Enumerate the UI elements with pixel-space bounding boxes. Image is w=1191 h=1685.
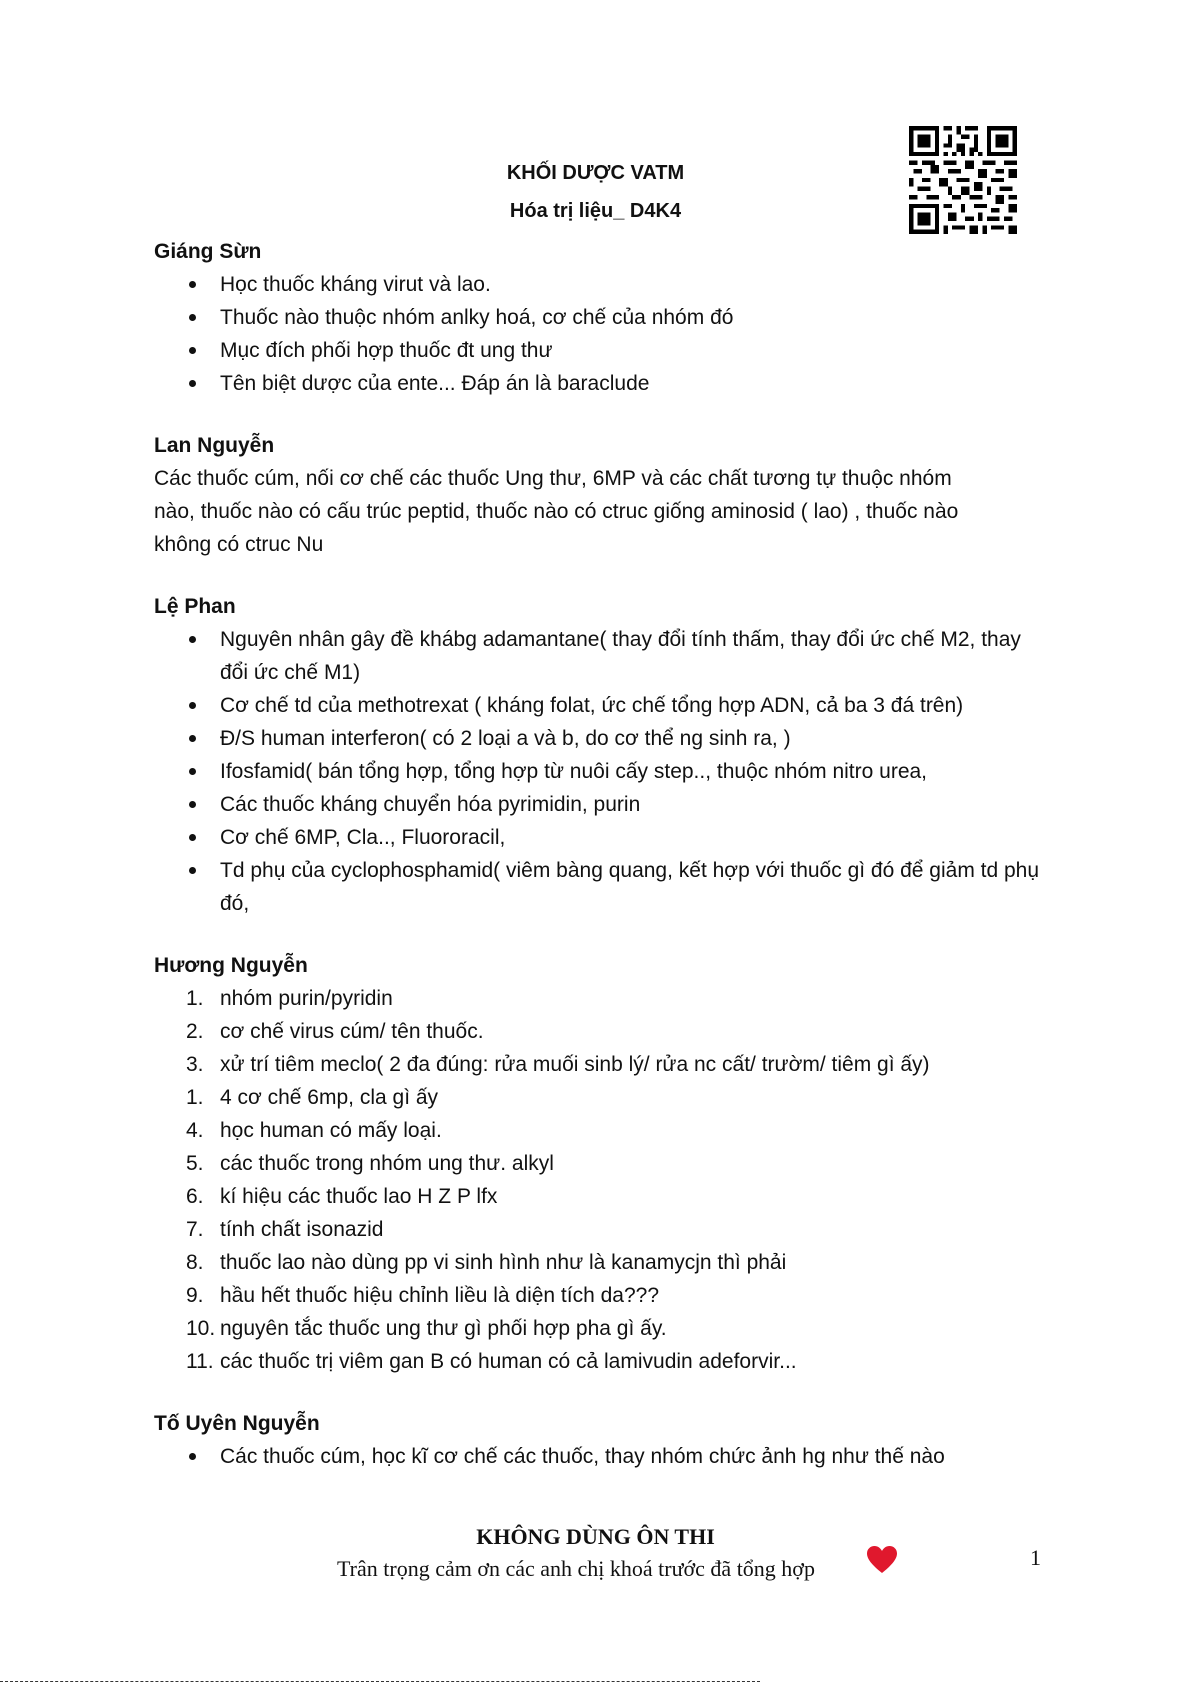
list-item bbox=[154, 982, 1054, 1015]
list-number: 10. bbox=[186, 1317, 216, 1340]
section-huong-nguyen bbox=[154, 949, 1054, 1378]
list-number: 4. bbox=[186, 1119, 204, 1142]
list-item: Các thuốc cúm, học kĩ cơ chế các thuốc, thay nhóm chức ảnh hg như thế nào bbox=[154, 1440, 1054, 1473]
footer-title: KHÔNG DÙNG ÔN THI bbox=[476, 1524, 715, 1549]
list-item: Học thuốc kháng virut và lao. bbox=[154, 268, 1054, 301]
list-text: tính chất isonazid bbox=[220, 1218, 384, 1241]
section-lan-nguyen bbox=[154, 429, 1054, 561]
list-number: 2. bbox=[186, 1020, 204, 1043]
list-item bbox=[154, 1015, 1054, 1048]
list-number: 5. bbox=[186, 1152, 204, 1175]
list-text: 4 cơ chế 6mp, cla gì ấy bbox=[220, 1086, 439, 1109]
list-item: Thuốc nào thuộc nhóm anlky hoá, cơ chế của nhóm đó bbox=[154, 301, 1054, 334]
footer-divider bbox=[0, 1681, 760, 1682]
list-item: Ifosfamid( bán tổng hợp, tổng hợp từ nuôi cấy step.., thuộc nhóm nitro urea, bbox=[154, 755, 1054, 788]
section-author: Giáng Sừn bbox=[154, 240, 262, 263]
list-item bbox=[154, 1312, 1054, 1345]
list-number: 3. bbox=[186, 1053, 204, 1076]
footer-subtitle: Trân trọng cảm ơn các anh chị khoá trước đã tổng hợp bbox=[337, 1556, 815, 1581]
list-text: kí hiệu các thuốc lao H Z P lfx bbox=[220, 1185, 498, 1208]
list-text: thuốc lao nào dùng pp vi sinh hình như là kanamycjn thì phải bbox=[220, 1251, 787, 1274]
list-text: học human có mấy loại. bbox=[220, 1119, 442, 1142]
list-number: 6. bbox=[186, 1185, 204, 1208]
paragraph-line: Các thuốc cúm, nối cơ chế các thuốc Ung thư, 6MP và các chất tương tự thuộc nhóm bbox=[154, 467, 952, 490]
numbered-list bbox=[154, 982, 1054, 1378]
heart-icon bbox=[866, 1545, 898, 1575]
list-number: 11. bbox=[186, 1350, 214, 1373]
list-item: Tên biệt dược của ente... Đáp án là baraclude bbox=[154, 367, 1054, 400]
list-item bbox=[154, 1279, 1054, 1312]
bullet-list bbox=[154, 268, 1054, 400]
list-item bbox=[154, 1048, 1054, 1081]
list-item bbox=[154, 1147, 1054, 1180]
bullet-list bbox=[154, 623, 1054, 920]
list-item: Nguyên nhân gây đề khábg adamantane( thay đổi tính thấm, thay đổi ức chế M2, thay đổi ức chế M1) bbox=[154, 623, 1054, 689]
list-number: 1. bbox=[186, 987, 204, 1010]
paragraph-line: không có ctruc Nu bbox=[154, 533, 324, 556]
section-author: Tố Uyên Nguyễn bbox=[154, 1412, 320, 1435]
list-text: các thuốc trong nhóm ung thư. alkyl bbox=[220, 1152, 554, 1175]
list-text: cơ chế virus cúm/ tên thuốc. bbox=[220, 1020, 484, 1043]
list-item: Td phụ của cyclophosphamid( viêm bàng quang, kết hợp với thuốc gì đó để giảm td phụ đó, bbox=[154, 854, 1054, 920]
document-body bbox=[154, 235, 1054, 1502]
list-item bbox=[154, 1246, 1054, 1279]
list-item bbox=[154, 1213, 1054, 1246]
list-number: 9. bbox=[186, 1284, 204, 1307]
list-number: 8. bbox=[186, 1251, 204, 1274]
list-text: hầu hết thuốc hiệu chỉnh liều là diện tích da??? bbox=[220, 1284, 660, 1307]
list-item: Mục đích phối hợp thuốc đt ung thư bbox=[154, 334, 1054, 367]
list-number: 1. bbox=[186, 1086, 204, 1109]
list-item bbox=[154, 1180, 1054, 1213]
list-item: Cơ chế td của methotrexat ( kháng folat, ức chế tổng hợp ADN, cả ba 3 đá trên) bbox=[154, 689, 1054, 722]
list-text: nguyên tắc thuốc ung thư gì phối hợp pha gì ấy. bbox=[220, 1317, 667, 1340]
list-item: Cơ chế 6MP, Cla.., Fluororacil, bbox=[154, 821, 1054, 854]
list-text: nhóm purin/pyridin bbox=[220, 987, 393, 1010]
list-item: Các thuốc kháng chuyển hóa pyrimidin, purin bbox=[154, 788, 1054, 821]
section-giang-sun bbox=[154, 235, 1054, 400]
page-number: 1 bbox=[1030, 1545, 1041, 1570]
section-to-uyen-nguyen bbox=[154, 1407, 1054, 1473]
document-title: KHỐI DƯỢC VATM bbox=[506, 162, 685, 184]
list-text: các thuốc trị viêm gan B có human có cả lamivudin adeforvir... bbox=[220, 1350, 797, 1373]
section-author: Lan Nguyễn bbox=[154, 434, 275, 457]
list-item bbox=[154, 1114, 1054, 1147]
section-le-phan bbox=[154, 590, 1054, 920]
section-author: Hương Nguyễn bbox=[154, 954, 308, 977]
list-number: 7. bbox=[186, 1218, 204, 1241]
list-item: Đ/S human interferon( có 2 loại a và b, do cơ thể ng sinh ra, ) bbox=[154, 722, 1054, 755]
paragraph-line: nào, thuốc nào có cấu trúc peptid, thuốc nào có ctruc giống aminosid ( lao) , thuốc nào bbox=[154, 500, 959, 523]
bullet-list bbox=[154, 1440, 1054, 1473]
section-author: Lệ Phan bbox=[154, 595, 236, 618]
list-item bbox=[154, 1345, 1054, 1378]
list-item bbox=[154, 1081, 1054, 1114]
document-subtitle: Hóa trị liệu_ D4K4 bbox=[509, 200, 682, 222]
list-text: xử trí tiêm meclo( 2 đa đúng: rửa muối sinb lý/ rửa nc cất/ trườm/ tiêm gì ấy) bbox=[220, 1053, 930, 1076]
